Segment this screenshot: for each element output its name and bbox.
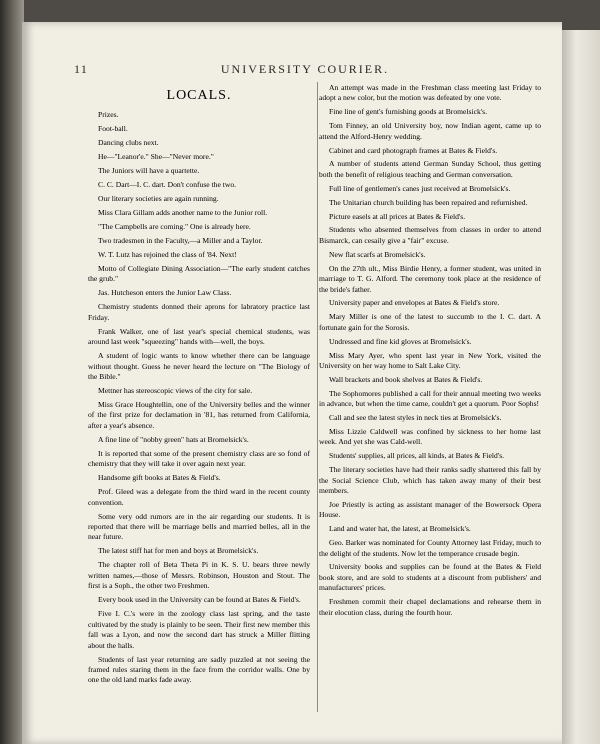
local-item: Students' supplies, all prices, all kinds, at Bates & Field's. bbox=[329, 451, 505, 461]
local-item: Joe Priestly is acting as assistant manager of the Bowersock Opera House. bbox=[319, 499, 541, 520]
next-page-edge bbox=[560, 30, 600, 744]
local-item: The chapter roll of Beta Theta Pi in K. S. U. bears three newly written names,—those of Messrs. Robinson, Houston and Stout. The first is a Soph., the other two Freshmen. bbox=[88, 560, 310, 591]
local-item: Undressed and fine kid gloves at Bromelsick's. bbox=[329, 336, 472, 346]
local-item: Prizes. bbox=[98, 110, 119, 119]
local-item: Mary Miller is one of the latest to succumb to the I. C. dart. A fortunate gain for the Sorosis. bbox=[319, 312, 541, 332]
local-item: Land and water hat, the latest, at Bromelsick's. bbox=[329, 524, 471, 534]
local-item: The Unitarian church building has been repaired and refurnished. bbox=[329, 197, 528, 207]
local-item: Full line of gentlemen's canes just received at Bromelsick's. bbox=[329, 183, 511, 193]
page-number: 11 bbox=[74, 62, 89, 76]
book-spine bbox=[0, 0, 24, 744]
local-item: Prof. Gleed was a delegate from the third ward in the recent county convention. bbox=[88, 487, 310, 507]
local-item: New flat scarfs at Bromelsick's. bbox=[329, 249, 426, 259]
local-item: The Juniors will have a quartette. bbox=[98, 166, 200, 175]
local-item: Cabinet and card photograph frames at Bates & Field's. bbox=[329, 145, 498, 155]
local-item: Two tradesmen in the Faculty,—a Miller and a Taylor. bbox=[98, 236, 263, 245]
local-item: "The Campbells are coming." One is already here. bbox=[98, 222, 251, 231]
local-item: The latest stiff hat for men and boys at Bromelsick's. bbox=[98, 546, 259, 556]
section-title: LOCALS. bbox=[166, 88, 232, 103]
local-item: Handsome gift books at Bates & Field's. bbox=[98, 473, 221, 483]
local-item: Miss Clara Gillam adds another name to the Junior roll. bbox=[98, 208, 268, 217]
local-item: W. T. Lutz has rejoined the class of '84. Next! bbox=[98, 250, 237, 259]
local-item: A student of logic wants to know whether there can be language without thought. Guess he never heard the lecture on "The Biology of the Bible." bbox=[88, 351, 310, 382]
local-item: Frank Walker, one of last year's special chemical students, was around last week "squeezing" hands with—well, the boys. bbox=[88, 326, 310, 347]
local-item: Five I. C.'s were in the zoology class last spring, and the taste cultivated by the study is plainly to be seen. Their first new member this fall was a Lyon, and now the second dart has struck a Miller flitting about the halls. bbox=[88, 609, 310, 650]
local-item: Chemistry students donned their aprons for labratory practice last Friday. bbox=[88, 302, 310, 322]
local-item: C. C. Dart—I. C. dart. Don't confuse the two. bbox=[98, 180, 237, 189]
local-item: Call and see the latest styles in neck ties at Bromelsick's. bbox=[329, 413, 502, 423]
local-item: Students who absented themselves from classes in order to attend Bismarck, can cesaily give a "fair" excuse. bbox=[319, 225, 541, 245]
local-item: An attempt was made in the Freshman class meeting last Friday to adopt a new color, but the motion was defeated by one vote. bbox=[319, 83, 541, 103]
local-item: Picture easels at all prices at Bates & Field's. bbox=[329, 211, 466, 221]
local-item: The literary societies have had their ranks sadly shattered this fall by the Social Science Club, which has taken away many of their best members. bbox=[319, 465, 541, 495]
column-divider bbox=[317, 82, 318, 712]
journal-title: UNIVERSITY COURIER. bbox=[220, 62, 390, 76]
page-header bbox=[74, 62, 536, 78]
local-item: Miss Mary Ayer, who spent last year in New York, visited the University on her way home to Salt Lake City. bbox=[319, 350, 541, 370]
local-item: Freshmen commit their chapel declamations and rehearse them in their elocution class, during the fourth hour. bbox=[319, 597, 541, 617]
local-item: University paper and envelopes at Bates & Field's store. bbox=[329, 298, 500, 308]
local-item: Fine line of gent's furnishing goods at Bromelsick's. bbox=[329, 107, 487, 117]
local-item: Dancing clubs next. bbox=[98, 138, 159, 147]
local-item: Every book used in the University can be found at Bates & Field's. bbox=[98, 595, 301, 605]
left-column bbox=[88, 83, 310, 689]
local-item: Wall brackets and book shelves at Bates & Field's. bbox=[329, 374, 483, 384]
local-item: It is reported that some of the present chemistry class are so fond of chemistry that they will take it over again next year. bbox=[88, 448, 310, 469]
local-item: Foot-ball. bbox=[98, 124, 128, 133]
local-item: Mettner has stereoscopic views of the city for sale. bbox=[98, 386, 253, 396]
local-item: Our literary societies are again running. bbox=[98, 194, 219, 203]
local-item: Miss Lizzie Caldwell was confined by sickness to her home last week. And yet she was Cald-well. bbox=[319, 426, 541, 447]
local-item: University books and supplies can be found at the Bates & Field book store, and are sold to students at a discount from publishers' and manufacturers' prices. bbox=[319, 562, 541, 593]
local-item: Motto of Collegiate Dining Association—"The early student catches the grub." bbox=[88, 264, 310, 284]
local-item: Jas. Hutcheson enters the Junior Law Class. bbox=[98, 288, 232, 298]
local-item: He—"Leanor'e." She—"Never more." bbox=[98, 152, 214, 161]
local-item: On the 27th ult., Miss Birdie Henry, a former student, was united in marriage to T. G. Alford. The ceremony took place at the residence of the bride's father. bbox=[319, 263, 541, 294]
local-item: Some very odd rumors are in the air regarding our students. It is reported that there will be marriage bells and married belles, all in the near future. bbox=[88, 511, 310, 542]
local-item: A number of students attend German Sunday School, thus getting both the benefit of religious teaching and German conversation. bbox=[319, 159, 541, 179]
local-item: Students of last year returning are sadly puzzled at not seeing the framed rules staring them in the face from the corridor walls. One by one the old land marks fade away. bbox=[88, 654, 310, 685]
local-item: A fine line of "nobby green" hats at Bromelsick's. bbox=[98, 434, 249, 444]
right-column bbox=[319, 83, 541, 621]
local-item: The Sophomores published a call for their annual meeting two weeks in advance, but when the time came, couldn't get a quorum. Poor Sophs! bbox=[319, 388, 541, 409]
local-item: Tom Finney, an old University boy, now Indian agent, came up to attend the Alford-Henry wedding. bbox=[319, 121, 541, 141]
local-item: Miss Grace Houghtellin, one of the University belles and the winner of the first prize for declamation in '81, has returned from California, after a year's absence. bbox=[88, 400, 310, 430]
local-item: Geo. Barker was nominated for County Attorney last Friday, much to the delight of the students. Now let the temperance crusade begin. bbox=[319, 538, 541, 558]
